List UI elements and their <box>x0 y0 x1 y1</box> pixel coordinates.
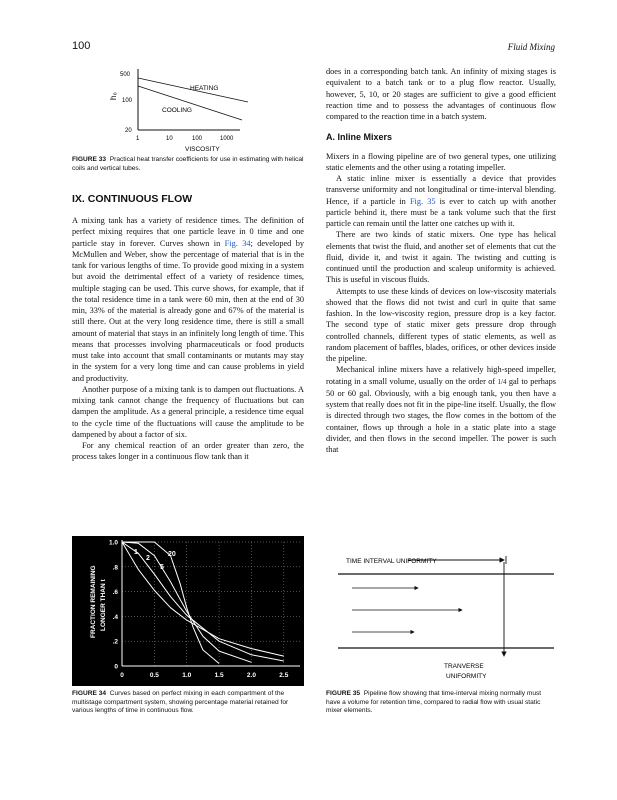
fig33-caption-label: FIGURE 33 <box>72 156 107 163</box>
figure-33-caption <box>72 156 304 173</box>
fig34-xtick-label: 0.5 <box>149 672 159 679</box>
fig34-ytick-label: .6 <box>112 589 118 597</box>
right-paragraph-2 <box>326 173 556 229</box>
fig33-xtick-1000: 1000 <box>220 136 234 142</box>
fig34-curve-label-5: 5 <box>160 564 164 571</box>
fig33-cooling-label: COOLING <box>162 107 192 114</box>
fig34-caption-label: FIGURE 34 <box>72 690 107 697</box>
fig34-xtick-label: 2.0 <box>246 672 256 679</box>
fig33-ytick-20: 20 <box>125 128 132 134</box>
fig34-xtick-label: 1.5 <box>214 672 224 679</box>
figure-34-caption <box>72 690 304 716</box>
fig34-xtick-label: 2.5 <box>279 672 289 679</box>
running-title: Fluid Mixing <box>507 42 555 52</box>
left-paragraph-2: Another purpose of a mixing tank is to dampen out fluctuations. A mixing tank cannot change the frequency of fluctuations but can dampen the amplitude. As a general principle, a residence time equal to the cycle time of the fluctuations will cause the amplitude to be dampened by about a factor of six. <box>72 384 304 439</box>
fig33-xtick-100: 100 <box>192 136 203 142</box>
section-heading: IX. CONTINUOUS FLOW <box>72 193 193 205</box>
fig34-curve-label-20: 20 <box>168 551 176 558</box>
fig34-curve-label-1: 1 <box>134 549 138 556</box>
figure-34-chart <box>72 536 304 686</box>
fig35-caption-text: Pipeline flow showing that time-interval mixing normally must have a volume for retention time, compared to radial flow with usual static mixer elements. <box>326 690 542 715</box>
left-paragraph-3: For any chemical reaction of an order greater than zero, the process takes longer in a continuous flow tank than it <box>72 441 304 462</box>
left-paragraph-1 <box>72 215 304 384</box>
right-column <box>326 66 556 455</box>
rp5-text-post: gal to perhaps 50 or 60 gal. Obviously, with a big enough tank, you then have a system that really does not fit in the pipe-line itself. Usually, the flow is directed through two stages, the flow comes in the bottom of the container, flows up through a hole in a static plate into a stage divider, and then flows in the second impeller. The power is such that <box>326 376 557 454</box>
fig34-ytick-label: .4 <box>112 613 118 621</box>
rp2-text-post: is ever to catch up with another particle behind it, there must be a tank volume such that the first particle can remain until the latter one catches up with it. <box>326 196 557 228</box>
fig34-link[interactable]: Fig. 34 <box>224 238 251 248</box>
figure-35-caption <box>326 690 556 716</box>
fig35-bottom-label-1: TRANVERSE <box>444 663 484 670</box>
fig33-ylabel: h₀ <box>109 92 118 100</box>
fig33-caption-text: Practical heat transfer coefficients for use in estimating with helical coils and vertical tubes. <box>72 156 304 172</box>
quarter-fraction: 1/4 <box>497 377 507 386</box>
fig34-ylabel-line2: LONGER THAN t <box>100 579 107 631</box>
fig33-xtick-1: 1 <box>136 136 140 142</box>
rp2-text: A static inline mixer is essentially a device that provides transverse uniformity and not longitudinal or time-interval blending. Hence, if a particle in <box>326 174 556 206</box>
fig34-ylabel-line1: FRACTION REMAINING <box>90 565 97 638</box>
fig35-link[interactable]: Fig. 35 <box>409 196 436 206</box>
right-paragraph-3: There are two kinds of static mixers. One type has helical elements that twist the fluid, and another set of elements that cut the fluid, divide it, and twist it again. The twisting and cutting is continued until the production and scaleup uniformity is achieved. This is useful in viscous fluids. <box>326 230 556 285</box>
fig34-ytick-label: 1.0 <box>108 539 118 547</box>
fig33-ytick-500: 500 <box>120 72 131 78</box>
fig34-xtick-label: 0 <box>120 672 124 679</box>
right-paragraph-4: Attempts to use these kinds of devices on low-viscosity materials showed that the flows did not twist and curl in quite that same fashion. In the low-viscosity region, pressure drop is a key factor. The second type of static mixer gets pressure drop through controlled channels, different types of static elements, as well as random placement of baffles, blades, orifices, or other devices inside the pipeline. <box>326 286 556 363</box>
right-paragraph-1: Mixers in a flowing pipeline are of two general types, one utilizing static elements and the other using a rotating impeller. <box>326 151 556 172</box>
fig35-bottom-label-2: UNIFORMITY <box>446 673 487 680</box>
lp1-text-post: ; developed by McMullen and Weber, show the percentage of material that is in the tank for various lengths of time. To provide good mixing in a system but avoid the detrimental effect of a variety of residence times, multiple staging can be used. This curve shows, for example, that if the total residence time in a tank were 60 min, then at the end of 30 min, 33% of the material is already gone and 67% of the material is still there. Out at the very long residence time, there is still a small amount of material that stays in an infinitely long length of time. This means that processes involving pharmaceuticals or food products must take into account that small contaminants or mutants may stay in the system for a very long time and can cause problems in yield and productivity. <box>72 238 305 383</box>
fig35-top-label: TIME INTERVAL UNIFORMITY <box>346 558 437 565</box>
figure-33-chart <box>110 64 300 154</box>
fig35-caption-label: FIGURE 35 <box>326 690 361 697</box>
page-number: 100 <box>72 40 91 52</box>
fig34-xtick-label: 1.0 <box>182 672 192 679</box>
fig33-ytick-100: 100 <box>122 98 133 104</box>
figure-35-diagram <box>322 552 554 684</box>
rp5-text: Mechanical inline mixers have a relatively high-speed impeller, rotating in a small volume, usually on the order of <box>326 365 556 386</box>
right-paragraph-5 <box>326 364 556 455</box>
fig34-ytick-label: 0 <box>114 663 118 671</box>
fig34-caption-text: Curves based on perfect mixing in each compartment of the multistage compartment system, showing percentage material retained for various lengths of time in continuous flow. <box>72 690 289 715</box>
fig34-curve-label-2: 2 <box>146 555 150 562</box>
left-column <box>72 215 304 463</box>
right-paragraph-continued: does in a corresponding batch tank. An infinity of mixing stages is equivalent to a batch tank or to a plug flow reactor. Usually, however, 5, 10, or 20 stages are sufficient to give a good efficient reaction time and to possess the advantages of continuous flow compared to the reaction time in a batch system. <box>326 67 556 121</box>
lp1-text: A mixing tank has a variety of residence times. The definition of perfect mixing requires that one particle leave in 0 time and one particle stay in forever. Curves shown in <box>72 216 304 248</box>
subsection-heading: A. Inline Mixers <box>326 132 393 143</box>
fig33-xtick-10: 10 <box>166 136 173 142</box>
fig33-heating-label: HEATING <box>190 85 219 92</box>
fig34-ytick-label: .8 <box>112 564 118 572</box>
fig33-xlabel: VISCOSITY <box>185 146 220 153</box>
fig34-ytick-label: .2 <box>112 638 118 646</box>
